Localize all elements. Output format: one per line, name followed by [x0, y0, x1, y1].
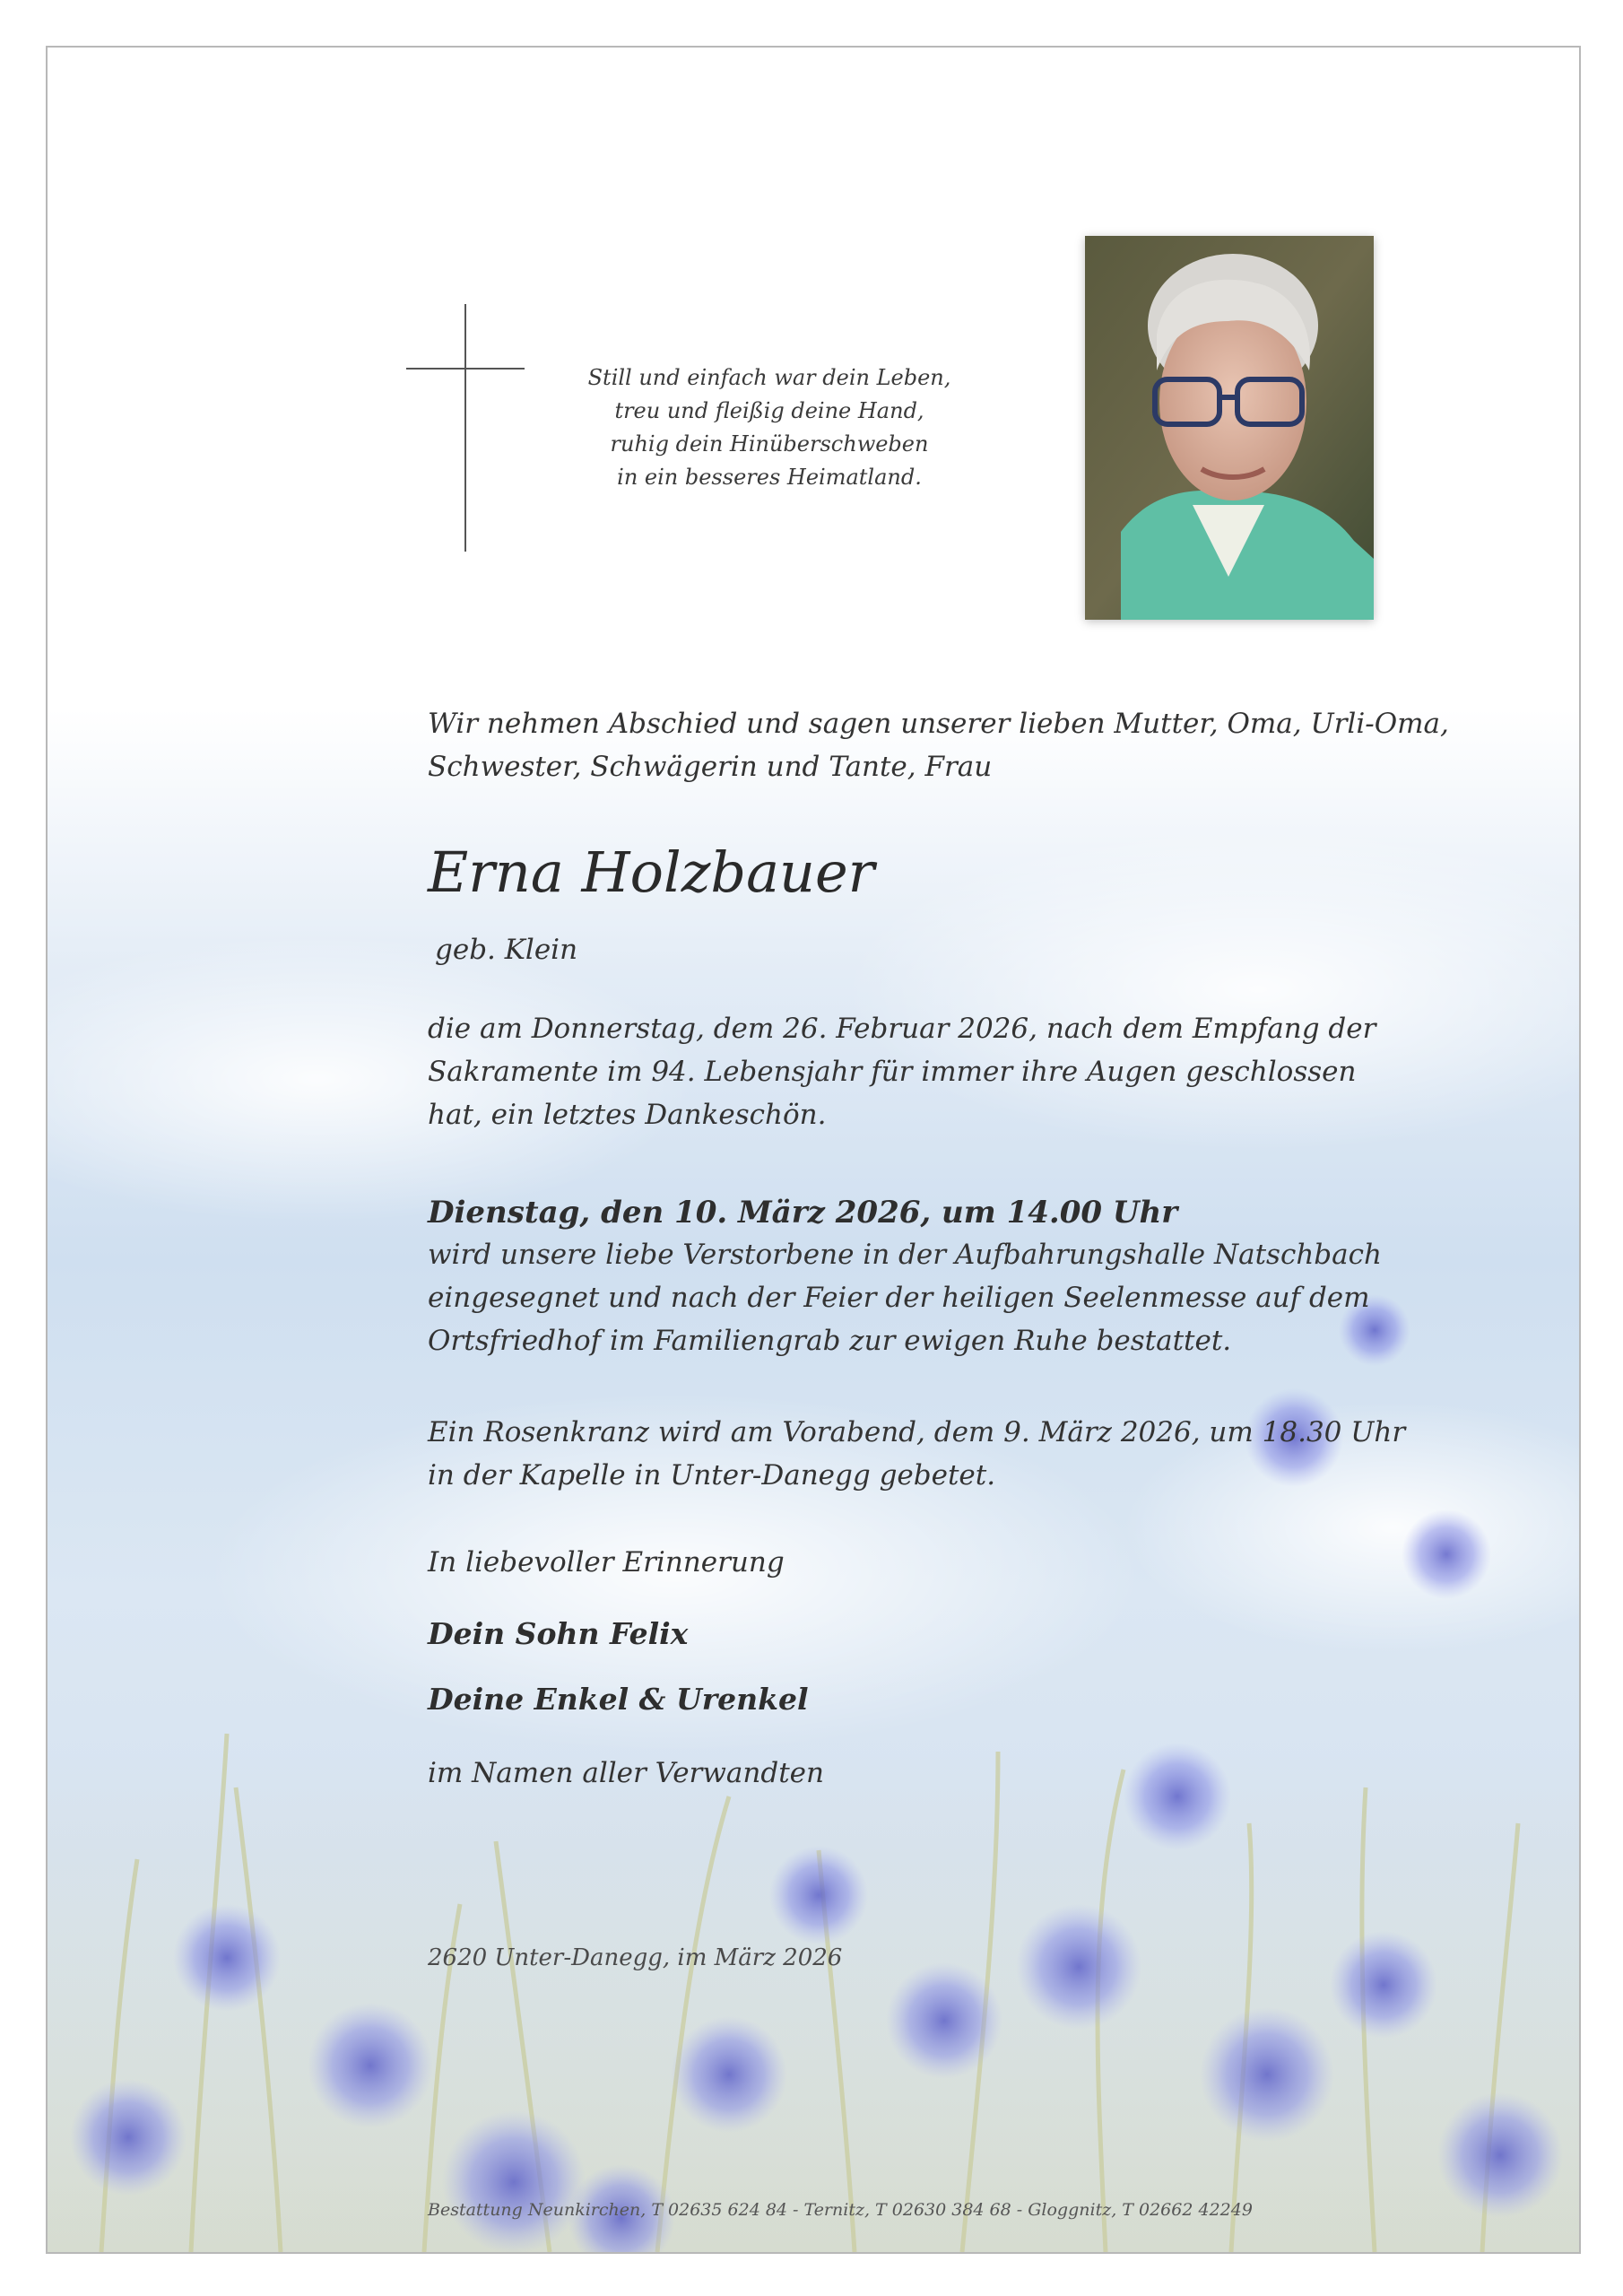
funeral-line: Ortsfriedhof im Familiengrab zur ewigen Ruhe bestattet. [428, 1325, 1232, 1357]
poem-line: Still und einfach war dein Leben, [587, 365, 951, 390]
son-name: Dein Sohn Felix [428, 1616, 689, 1651]
rosary-notice [428, 1411, 1405, 1497]
intro-text [428, 702, 1449, 788]
grandchildren-text: Deine Enkel & Urenkel [428, 1682, 809, 1717]
funeral-details [428, 1233, 1382, 1362]
funeral-date: Dienstag, den 10. März 2026, um 14.00 Uhr [428, 1195, 1178, 1231]
intro-line: Schwester, Schwägerin und Tante, Frau [428, 751, 993, 783]
poem-line: treu und fleißig deine Hand, [614, 398, 924, 423]
intro-line: Wir nehmen Abschied und sagen unserer lieben Mutter, Oma, Urli-Oma, [428, 708, 1449, 740]
death-notice-line: Sakramente im 94. Lebensjahr für immer ihre Augen geschlossen [428, 1056, 1357, 1088]
funeral-line: wird unsere liebe Verstorbene in der Aufbahrungshalle Natschbach [428, 1239, 1382, 1271]
memorial-poem [554, 361, 985, 494]
rosary-line: in der Kapelle in Unter-Danegg gebetet. [428, 1459, 996, 1492]
place-date: 2620 Unter-Danegg, im März 2026 [428, 1944, 843, 1971]
death-notice-line: hat, ein letztes Dankeschön. [428, 1099, 827, 1131]
funeral-home-footer: Bestattung Neunkirchen, T 02635 624 84 - Ternitz, T 02630 384 68 - Gloggnitz, T 02662 42249 [428, 2200, 1253, 2220]
obituary-card [46, 46, 1581, 2254]
memory-text: In liebevoller Erinnerung [428, 1546, 785, 1578]
poem-line: in ein besseres Heimatland. [617, 465, 922, 490]
cross-icon [406, 304, 525, 552]
rosary-line: Ein Rosenkranz wird am Vorabend, dem 9. März 2026, um 18.30 Uhr [428, 1416, 1406, 1448]
funeral-line: eingesegnet und nach der Feier der heiligen Seelenmesse auf dem [428, 1282, 1370, 1314]
death-notice [428, 1007, 1376, 1136]
deceased-name: Erna Holzbauer [428, 839, 875, 905]
death-notice-line: die am Donnerstag, dem 26. Februar 2026, nach dem Empfang der [428, 1013, 1376, 1045]
portrait-photo [1085, 236, 1374, 620]
birth-name: geb. Klein [435, 934, 578, 966]
poem-line: ruhig dein Hinüberschweben [610, 431, 929, 457]
relatives-text: im Namen aller Verwandten [428, 1757, 824, 1789]
